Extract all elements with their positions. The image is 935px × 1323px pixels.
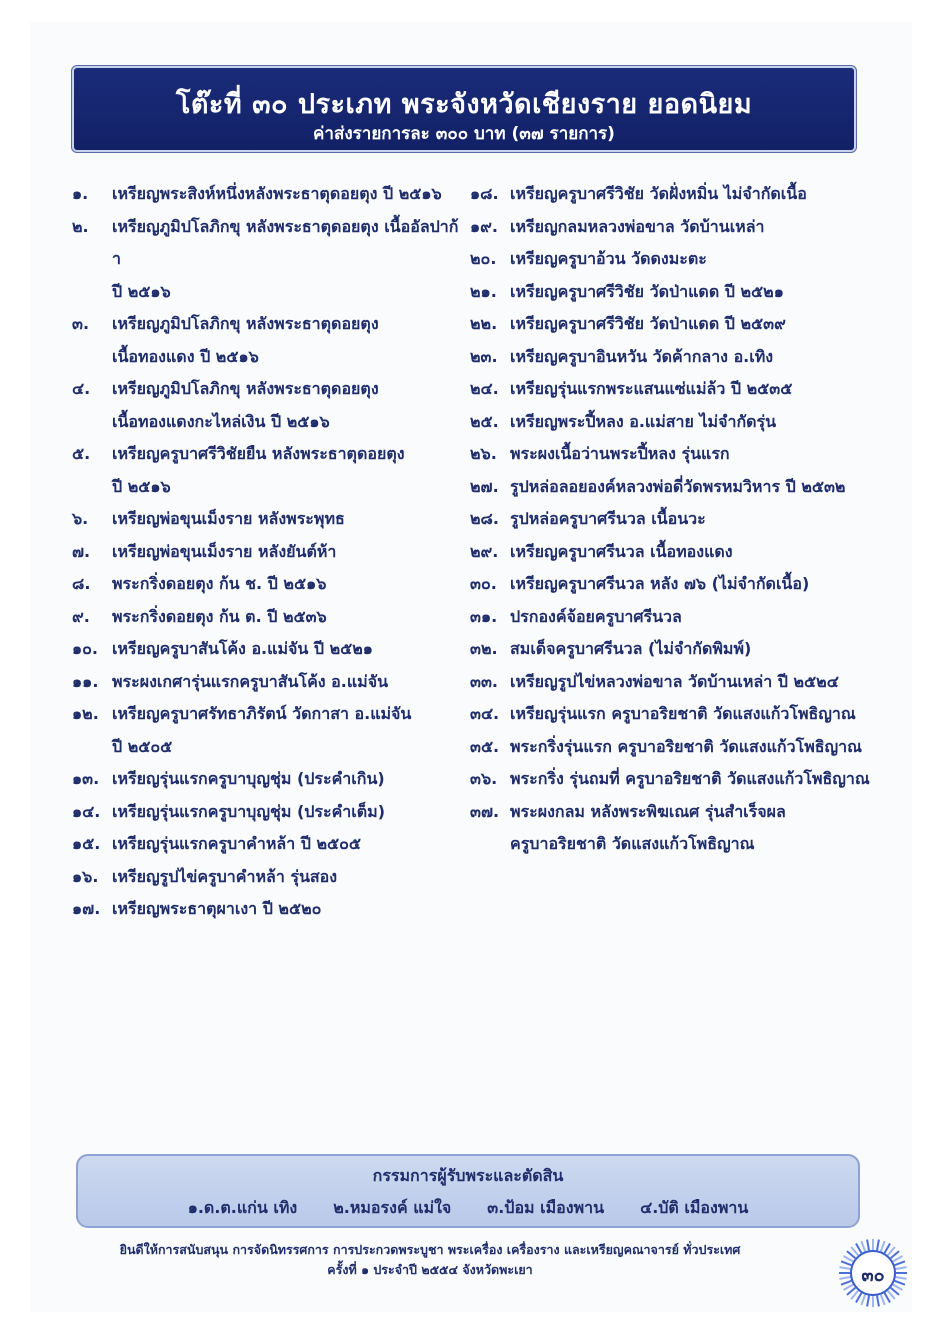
page-title: โต๊ะที่ ๓๐ ประเภท พระจังหวัดเชียงราย ยอดนิยม xyxy=(175,89,753,120)
item-text: เหรียญรุ่นแรกพระแสนแซ่แม่ล้ว ปี ๒๕๓๕ xyxy=(510,379,793,398)
list-item xyxy=(470,373,870,406)
item-text: พระผงเนื้อว่านพระปี้หลง รุ่นแรก xyxy=(510,444,730,463)
item-text: ปี ๒๕๑๖ xyxy=(112,281,171,301)
item-text: เหรียญครูบาศรัทธาภิรัตน์ วัดกาสา อ.แม่จัน xyxy=(112,704,412,723)
item-text: เหรียญพระสิงห์หนึ่งหลังพระธาตุดอยตุง ปี ๒๕๑๖ xyxy=(112,184,442,203)
item-number: ๗. xyxy=(72,541,91,561)
list-item xyxy=(470,308,870,341)
item-text: เหรียญรูปไข่ครูบาคำหล้า รุ่นสอง xyxy=(112,866,338,886)
list-item xyxy=(72,373,462,406)
list-item xyxy=(470,568,870,601)
item-text: เหรียญครูบาศรีวิชัย วัดป่าแดด ปี ๒๕๒๑ xyxy=(510,281,784,301)
item-number xyxy=(72,276,112,309)
item-number: ๒๖. xyxy=(470,444,497,463)
page-number: ๓๐ xyxy=(861,1265,885,1286)
list-item xyxy=(72,828,462,861)
list-item xyxy=(470,796,870,829)
footer-line-1: ยินดีให้การสนับสนุน การจัดนิทรรศการ การประกวดพระบูชา พระเครื่อง เครื่องราง และเหรียญคณาจารย์ ทั่วประเทศ xyxy=(119,1242,741,1257)
item-text: ปี ๒๕๐๕ xyxy=(112,736,173,756)
judges-panel xyxy=(76,1154,860,1228)
judges-title: กรรมการผู้รับพระและตัดสิน xyxy=(372,1166,564,1185)
item-text: เหรียญพระธาตุผาเงา ปี ๒๕๒๐ xyxy=(112,899,322,918)
item-number xyxy=(470,828,510,861)
item-number: ๕. xyxy=(72,444,91,463)
list-item xyxy=(470,178,870,211)
list-item xyxy=(72,503,462,536)
item-text: ครูบาอริยชาติ วัดแสงแก้วโพธิญาณ xyxy=(510,834,755,853)
list-item xyxy=(72,698,462,731)
item-number: ๓๖. xyxy=(470,769,498,788)
list-item xyxy=(470,406,870,439)
footer-line-2: ครั้งที่ ๑ ประจำปี ๒๕๕๔ จังหวัดพะเยา xyxy=(327,1262,533,1277)
list-item xyxy=(470,438,870,471)
item-number: ๒. xyxy=(72,216,89,236)
item-number: ๒๗. xyxy=(470,476,499,496)
item-text: ปรกองค์จ้อยครูบาศรีนวล xyxy=(510,606,682,626)
item-text: เหรียญครูบาศรีวิชัยยืน หลังพระธาตุดอยตุง xyxy=(112,444,405,463)
item-text: พระผงกลม หลังพระพิฆเณศ รุ่นสำเร็จผล xyxy=(510,801,786,821)
list-item xyxy=(470,828,870,861)
item-number: ๓๑. xyxy=(470,606,498,626)
item-number: ๔. xyxy=(72,379,91,398)
item-text: เหรียญครูบาศรีนวล เนื้อทองแดง xyxy=(510,541,733,561)
list-item xyxy=(72,471,462,504)
list-item xyxy=(72,406,462,439)
item-number: ๑๔. xyxy=(72,801,101,821)
item-number: ๑๓. xyxy=(72,769,100,788)
item-number: ๖. xyxy=(72,509,89,528)
page-subtitle: ค่าส่งรายการละ ๓๐๐ บาท (๓๗ รายการ) xyxy=(313,124,615,144)
item-text: เหรียญครูบาสันโค้ง อ.แม่จัน ปี ๒๕๒๑ xyxy=(112,639,373,658)
item-number: ๓๐. xyxy=(470,574,497,593)
item-text: เหรียญกลมหลวงพ่อขาล วัดบ้านเหล่า xyxy=(510,216,765,236)
judge-name: ๑.ด.ต.แก่น เทิง xyxy=(187,1198,298,1217)
list-item xyxy=(72,438,462,471)
item-number: ๑๒. xyxy=(72,704,99,723)
item-number xyxy=(72,406,112,439)
list-item xyxy=(72,601,462,634)
item-text: พระกริ่งดอยตุง ก้น ต. ปี ๒๕๓๖ xyxy=(112,606,327,626)
list-item xyxy=(72,276,462,309)
item-number: ๒๐. xyxy=(470,249,497,268)
item-text: เนื้อทองแดงกะไหล่เงิน ปี ๒๕๑๖ xyxy=(112,411,330,431)
item-number: ๒๒. xyxy=(470,314,498,333)
item-text: เหรียญภูมิปโลภิกขุ หลังพระธาตุดอยตุง xyxy=(112,314,379,333)
list-item xyxy=(72,178,462,211)
item-text: พระผงเกศารุ่นแรกครูบาสันโค้ง อ.แม่จัน xyxy=(112,671,389,691)
item-number: ๓๔. xyxy=(470,704,500,723)
item-number xyxy=(72,731,112,764)
list-item xyxy=(470,666,870,699)
item-text: เหรียญครูบาศรีวิชัย วัดฝั่งหมิ่น ไม่จำกัดเนื้อ xyxy=(510,184,807,203)
item-text: สมเด็จครูบาศรีนวล (ไม่จำกัดพิมพ์) xyxy=(510,639,752,658)
judge-name: ๓.ป้อม เมืองพาน xyxy=(487,1198,605,1217)
list-item xyxy=(470,471,870,504)
item-number: ๒๙. xyxy=(470,541,499,561)
item-number: ๓๗. xyxy=(470,801,500,821)
item-number: ๑๐. xyxy=(72,639,98,658)
item-number: ๒๑. xyxy=(470,281,497,301)
item-number: ๒๘. xyxy=(470,509,499,528)
item-number: ๑๕. xyxy=(72,834,101,853)
list-item xyxy=(470,633,870,666)
list-item xyxy=(72,861,462,894)
list-item xyxy=(72,763,462,796)
item-text: เหรียญครูบาอ้วน วัดดงมะตะ xyxy=(510,249,707,268)
judge-name: ๔.บัติ เมืองพาน xyxy=(640,1198,749,1217)
judge-name: ๒.หมอรงค์ แม่ใจ xyxy=(333,1198,452,1217)
item-number: ๒๓. xyxy=(470,346,498,366)
list-item xyxy=(470,601,870,634)
item-number: ๓๒. xyxy=(470,639,498,658)
item-number: ๑๘. xyxy=(470,184,499,203)
list-item xyxy=(470,341,870,374)
list-item xyxy=(470,503,870,536)
page-number-badge xyxy=(838,1238,908,1308)
list-item xyxy=(72,893,462,926)
item-text: เนื้อทองแดง ปี ๒๕๑๖ xyxy=(112,346,259,366)
item-text: เหรียญรุ่นแรกครูบาคำหล้า ปี ๒๕๐๕ xyxy=(112,834,362,853)
item-number: ๑๑. xyxy=(72,671,99,691)
item-number: ๘. xyxy=(72,574,91,593)
item-number: ๓๓. xyxy=(470,671,498,691)
item-text: เหรียญรุ่นแรกครูบาบุญชุ่ม (ประคำเกิน) xyxy=(112,769,385,788)
item-number xyxy=(72,341,112,374)
list-item xyxy=(72,211,462,276)
list-item xyxy=(72,731,462,764)
item-number: ๑๗. xyxy=(72,899,101,918)
list-item xyxy=(470,536,870,569)
list-item xyxy=(72,568,462,601)
item-number: ๙. xyxy=(72,606,90,626)
item-number: ๒๔. xyxy=(470,379,499,398)
item-number: ๒๕. xyxy=(470,411,499,431)
list-item xyxy=(72,666,462,699)
item-number xyxy=(72,471,112,504)
item-text: เหรียญรุ่นแรก ครูบาอริยชาติ วัดแสงแก้วโพธิญาณ xyxy=(510,704,856,723)
item-number: ๑๙. xyxy=(470,216,498,236)
list-item xyxy=(72,536,462,569)
item-text: เหรียญครูบาศรีวิชัย วัดป่าแดด ปี ๒๕๓๙ xyxy=(510,314,786,333)
item-text: พระกริ่งดอยตุง ก้น ช. ปี ๒๕๑๖ xyxy=(112,574,327,593)
header-banner xyxy=(74,68,854,150)
item-text: เหรียญรุ่นแรกครูบาบุญชุ่ม (ประคำเต็ม) xyxy=(112,801,386,821)
list-item xyxy=(72,796,462,829)
item-number: ๓๕. xyxy=(470,736,500,756)
item-number: ๓. xyxy=(72,314,90,333)
item-text: เหรียญภูมิปโลภิกขุ หลังพระธาตุดอยตุง เนื้ออัลปาก้า xyxy=(112,216,459,268)
item-text: ปี ๒๕๑๖ xyxy=(112,476,171,496)
judges-names xyxy=(78,1196,858,1221)
item-number: ๑. xyxy=(72,184,89,203)
list-item xyxy=(72,308,462,341)
item-text: เหรียญพ่อขุนเม็งราย หลังพระพุทธ xyxy=(112,509,345,528)
item-text: เหรียญพ่อขุนเม็งราย หลังยันต์ห้า xyxy=(112,541,337,561)
item-text: เหรียญพระปี้หลง อ.แม่สาย ไม่จำกัดรุ่น xyxy=(510,411,777,431)
list-item xyxy=(470,276,870,309)
item-list-left xyxy=(72,178,462,926)
item-text: เหรียญรูปไข่หลวงพ่อขาล วัดบ้านเหล่า ปี ๒๕๒๔ xyxy=(510,671,839,691)
item-text: รูปหล่อลอยองค์หลวงพ่อดี่วัดพรหมวิหาร ปี ๒๕๓๒ xyxy=(510,476,846,496)
list-item xyxy=(470,243,870,276)
item-text: พระกริ่งรุ่นแรก ครูบาอริยชาติ วัดแสงแก้วโพธิญาณ xyxy=(510,736,862,756)
item-number: ๑๖. xyxy=(72,866,99,886)
list-item xyxy=(470,211,870,244)
list-item xyxy=(470,763,870,796)
item-text: เหรียญภูมิปโลภิกขุ หลังพระธาตุดอยตุง xyxy=(112,379,379,398)
list-item xyxy=(72,341,462,374)
list-item xyxy=(470,698,870,731)
item-text: เหรียญครูบาศรีนวล หลัง ๗๖ (ไม่จำกัดเนื้อ) xyxy=(510,574,810,593)
item-list-right xyxy=(470,178,870,861)
item-text: เหรียญครูบาอินหวัน วัดค้ากลาง อ.เทิง xyxy=(510,346,774,366)
item-text: พระกริ่ง รุ่นถมที่ ครูบาอริยชาติ วัดแสงแก้วโพธิญาณ xyxy=(510,769,870,788)
list-item xyxy=(470,731,870,764)
item-text: รูปหล่อครูบาศรีนวล เนื้อนวะ xyxy=(510,509,706,528)
list-item xyxy=(72,633,462,666)
